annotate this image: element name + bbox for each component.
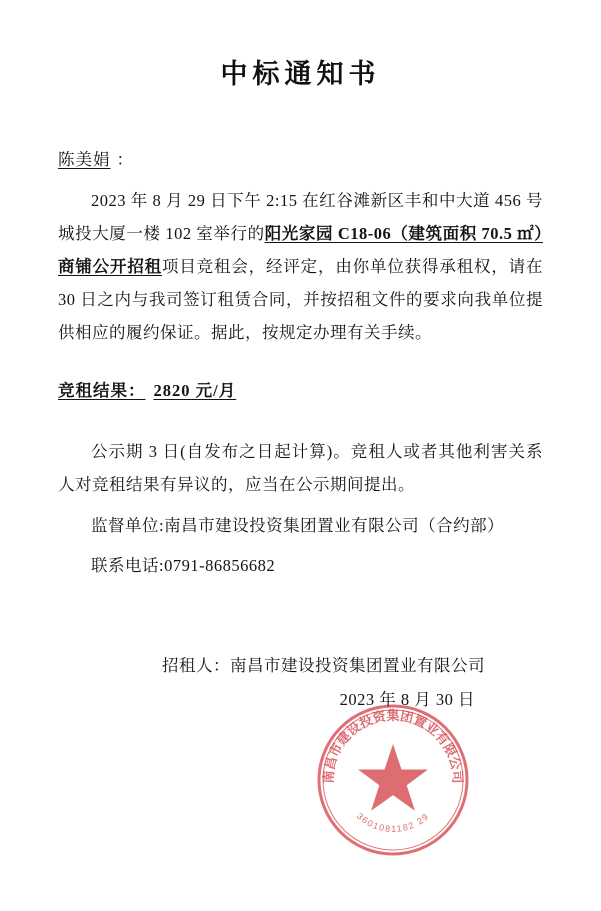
- result-line: [58, 377, 543, 401]
- svg-text:3601081182 29: 3601081182 29: [354, 810, 432, 835]
- result-label: 竞租结果：: [58, 381, 146, 400]
- paragraph-part-1: 2023 年 8 月 29 日下午 2:15 在红谷滩新区丰和中大道 456 号城投大厦一楼 102 室举行的: [58, 191, 543, 243]
- salutation: [58, 146, 543, 170]
- salutation-colon: ：: [116, 150, 134, 169]
- official-seal-stamp: [313, 700, 473, 860]
- paragraph-part-2: 项目竞租会，经评定，由你单位获得承租权，请在 30 日之内与我司签订租赁合同，并按招租文件的要求向我单位提供相应的履约保证。据此，按规定办理有关手续。: [58, 257, 544, 342]
- page-title: 中标通知书: [220, 59, 381, 89]
- supervisor-line: 监督单位:南昌市建设投资集团置业有限公司（合约部）: [91, 516, 505, 535]
- sign-date: 2023 年 8 月 30 日: [339, 690, 475, 709]
- paragraph-highlight: 阳光家园 C18-06（建筑面积 70.5 ㎡）商铺公开招租: [58, 224, 544, 276]
- recipient-name: 陈美娟: [58, 150, 111, 169]
- result-value: 2820 元/月: [153, 381, 237, 400]
- main-paragraph: [58, 184, 543, 349]
- signer-line: 招租人：南昌市建设投资集团置业有限公司: [162, 656, 485, 675]
- signature-block: [58, 649, 543, 717]
- phone-line: 联系电话:0791-86856682: [91, 556, 276, 575]
- svg-text:南昌市建设投资集团置业有限公司: 南昌市建设投资集团置业有限公司: [320, 708, 466, 784]
- notice-paragraph: 公示期 3 日(自发布之日起计算)。竞租人或者其他利害关系人对竞租结果有异议的，应当在公示期间提出。: [58, 442, 543, 494]
- document-page: [0, 52, 601, 911]
